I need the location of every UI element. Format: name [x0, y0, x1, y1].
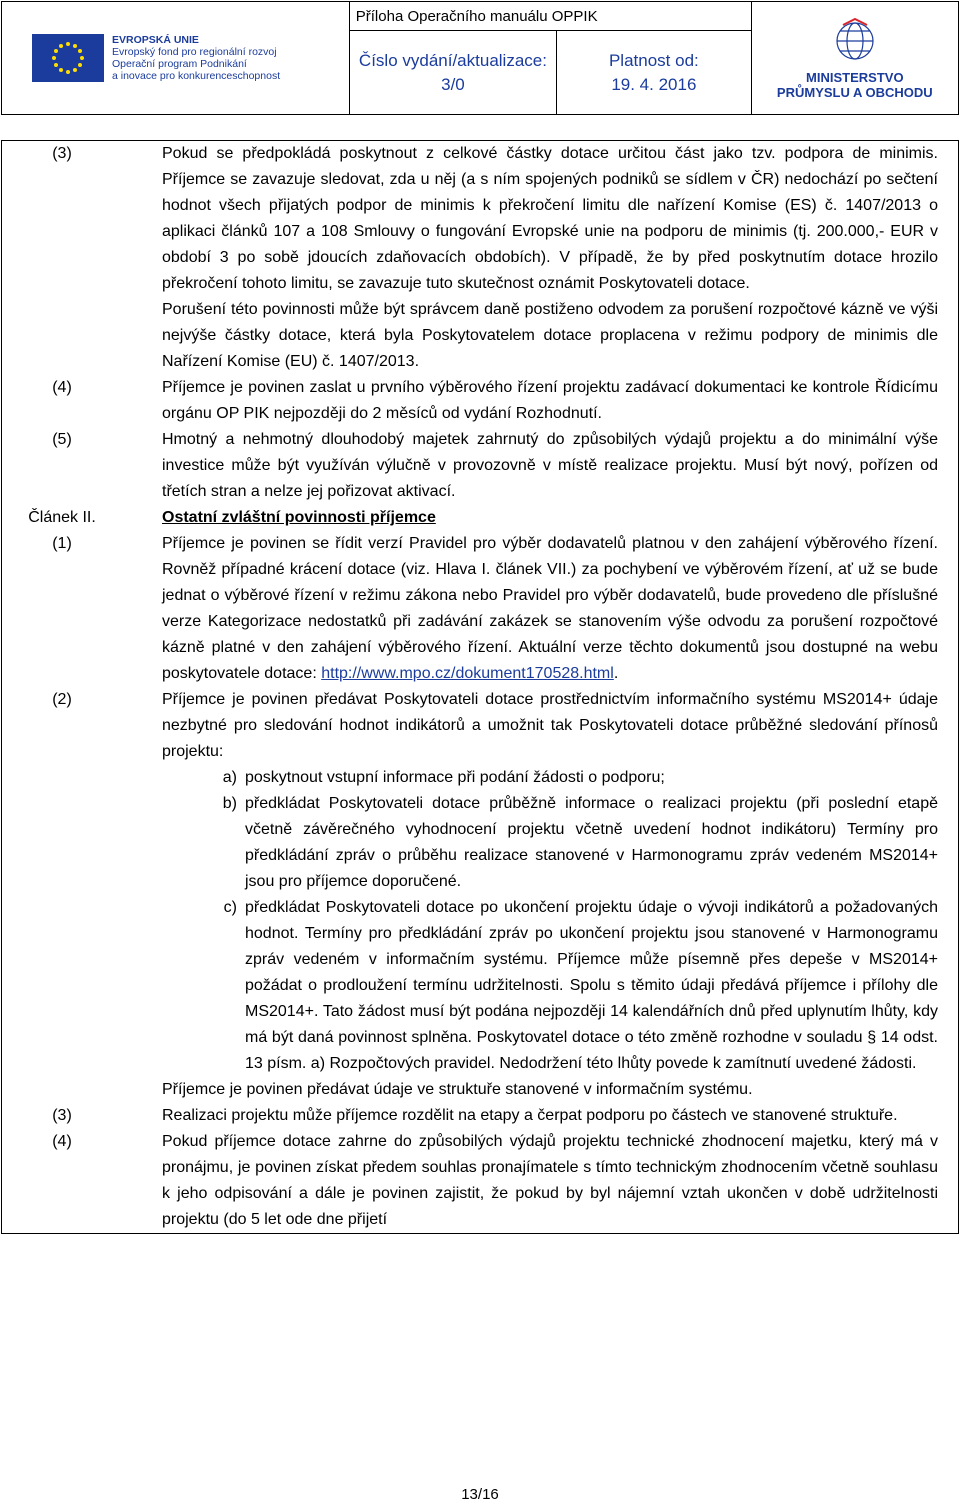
- paragraph-3: [2, 141, 958, 375]
- paragraph-5: [2, 427, 958, 505]
- ministry-name: [752, 70, 958, 100]
- list-item: [162, 765, 938, 791]
- paragraph-text: [122, 141, 938, 375]
- page-number: 13/16: [461, 1486, 499, 1503]
- reporting-intro: Příjemce je povinen předávat Poskytovateli dotace prostřednictvím informačního systému MS2014+ údaje nezbytné pro sledování hodnot indikátorů a umožnit tak Poskytovateli dotace průběžné sledování přínosů projektu:: [162, 691, 938, 760]
- eu-line: EVROPSKÁ UNIE: [112, 34, 199, 46]
- eu-line: Operační program Podnikání: [112, 58, 247, 70]
- procurement-text: Příjemce je povinen se řídit verzí Pravidel pro výběr dodavatelů platnou v den zahájení výběrového řízení. Rovněž případné krácení dotace (viz. Hlava I. článek VII.) za pochybení ve výběrovém řízení, ať už se bude jednat o výběrové řízení v režimu zákona nebo Pravidel pro výběr dodavatelů, bude provedeno dle příslušné verze Kategorizace nedostatků při zadávání zakázek se stanovením výše odvodu za porušení rozpočtové kázně platné v den zahájení výběrového řízení. Aktuální verze těchto dokumentů jsou dostupné na webu poskytovatele dotace:: [162, 535, 938, 682]
- validity-label: Platnost od:: [608, 50, 699, 70]
- eu-line: Evropský fond pro regionální rozvoj: [112, 46, 277, 58]
- paragraph-text: Realizaci projektu může příjemce rozdělit na etapy a čerpat podporu po částech ve stanovené struktuře.: [162, 1107, 898, 1124]
- version-label: Číslo vydání/aktualizace:: [358, 50, 547, 70]
- doc-title: Příloha Operačního manuálu OPPIK: [349, 2, 751, 31]
- article-label: Článek II.: [28, 509, 96, 526]
- document-header: [1, 1, 959, 115]
- list-letter: c): [223, 899, 237, 916]
- article-heading: [2, 505, 958, 531]
- ministry-logo-cell: [751, 2, 958, 115]
- list-letter: a): [222, 769, 237, 786]
- article-title: Ostatní zvláštní povinnosti příjemce: [162, 509, 436, 526]
- list-letter: b): [222, 795, 237, 812]
- list-item: [162, 791, 938, 895]
- paragraph-number: (2): [52, 691, 72, 708]
- paragraph-number: (4): [52, 1133, 72, 1150]
- period: .: [613, 665, 619, 682]
- paragraph-text: Pokud příjemce dotace zahrne do způsobilých výdajů projektu technické zhodnocení majetku, který má v pronájmu, je povinen získat předem souhlas pronajímatele s tímto technickým zhodnocením včetně souhlasu k jeho odpisování a dále je povinen zajistit, že pokud by byl nájemní vztah ukončen v době udržitelnosti projektu (do 5 let ode dne přijetí: [162, 1133, 938, 1228]
- validity-value: 19. 4. 2016: [611, 74, 697, 94]
- paragraph-number: (1): [52, 535, 72, 552]
- ministry-line: MINISTERSTVO: [806, 69, 904, 85]
- paragraph-number: (5): [52, 431, 72, 448]
- list-text: předkládat Poskytovateli dotace po ukončení projektu údaje o vývoji indikátorů a požadovaných hodnot. Termíny pro předkládání zpráv po ukončení projektu jsou stanovené v Harmonogramu zpráv vedeném v informačním systému. Příjemce může písemně přes depeše v MS2014+ požádat o prodloužení termínu udržitelnosti. Spolu s těmito údaji předává příjemce i přílohy dle MS2014+. Tato žádost musí být podána nejpozději 14 kalendářních dnů před uplynutím lhůty, kdy má být daná povinnost splněna. Poskytovatel dotace o této změně rozhodne v souladu § 14 odst. 13 písm. a) Rozpočtových pravidel. Nedodržení této lhůty povede k zamítnutí uvedené žádosti.: [245, 899, 938, 1072]
- document-body: [1, 140, 959, 1234]
- penalty-text: Porušení této povinnosti může být správcem daně postiženo odvodem za porušení rozpočtové kázně ve výši nejvýše částky dotace, která byla Poskytovatelem dotace proplacena v režimu podpory de minimis dle Nařízení Komise (EU) č. 1407/2013.: [162, 301, 938, 370]
- eu-logo-cell: [2, 2, 350, 115]
- eu-logo-text: [112, 34, 280, 82]
- eu-line: a inovace pro konkurenceschopnost: [112, 70, 281, 82]
- version-value: 3/0: [441, 74, 465, 94]
- eu-flag-icon: [32, 34, 104, 82]
- list-text: předkládat Poskytovateli dotace průběžně informace o realizaci projektu (při poslední etapě včetně závěrečného vyhodnocení projektu včetně uvedení hodnot indikátoru) Termíny pro předkládání zpráv o průběhu realizace stanovené v Harmonogramu zpráv vedeném MS2014+ jsou pro příjemce doporučené.: [245, 795, 938, 890]
- ministry-line: PRŮMYSLU A OBCHODU: [776, 84, 933, 100]
- article-paragraph-4: [2, 1129, 958, 1233]
- list-item: [162, 895, 938, 1077]
- article-paragraph-1: [2, 531, 958, 687]
- de-minimis-text: Pokud se předpokládá poskytnout z celkové částky dotace určitou část jako tzv. podpora de minimis. Příjemce se zavazuje sledovat, zda u něj (a s ním spojených podniků se sídlem v ČR) nedochází po sečtení hodnot všech přijatých podpor de minimis k překročení limitu dle nařízení Komise (ES) č. 1407/2013 o aplikaci článků 107 a 108 Smlouvy o fungování Evropské unie na podporu de minimis (tj. 200.000,- EUR v období 3 po sobě jdoucích zdaňovacích obdobích). V případě, že by před poskytnutím dotace hrozilo překročení tohoto limitu, se zavazuje tuto skutečnost oznámit Poskytovateli dotace.: [162, 145, 938, 292]
- paragraph-number: (3): [52, 145, 72, 162]
- version-cell: [349, 31, 556, 115]
- paragraph-text: Příjemce je povinen zaslat u prvního výběrového řízení projektu zadávací dokumentaci ke kontrole Řídicímu orgánu OP PIK nejpozději do 2 měsíců od vydání Rozhodnutí.: [162, 379, 938, 422]
- list-text: poskytnout vstupní informace při podání žádosti o podporu;: [245, 769, 665, 786]
- article-paragraph-3: [2, 1103, 958, 1129]
- paragraph-4: [2, 375, 958, 427]
- article-paragraph-2: [2, 687, 958, 1103]
- paragraph-text: [122, 531, 938, 687]
- reporting-tail: Příjemce je povinen předávat údaje ve struktuře stanovené v informačním systému.: [162, 1081, 753, 1098]
- paragraph-number: (4): [52, 379, 72, 396]
- paragraph-text: Hmotný a nehmotný dlouhodobý majetek zahrnutý do způsobilých výdajů projektu a do minimální výše investice může být využíván výlučně v provozovně v místě realizace projektu. Musí být nový, pořízen od třetích stran a nelze jej pořizovat aktivací.: [162, 431, 938, 500]
- validity-cell: [557, 31, 751, 115]
- paragraph-number: (3): [52, 1107, 72, 1124]
- ministry-globe-icon: [825, 17, 885, 61]
- mpo-document-link[interactable]: http://www.mpo.cz/dokument170528.html: [321, 665, 614, 682]
- paragraph-text: [122, 687, 938, 1103]
